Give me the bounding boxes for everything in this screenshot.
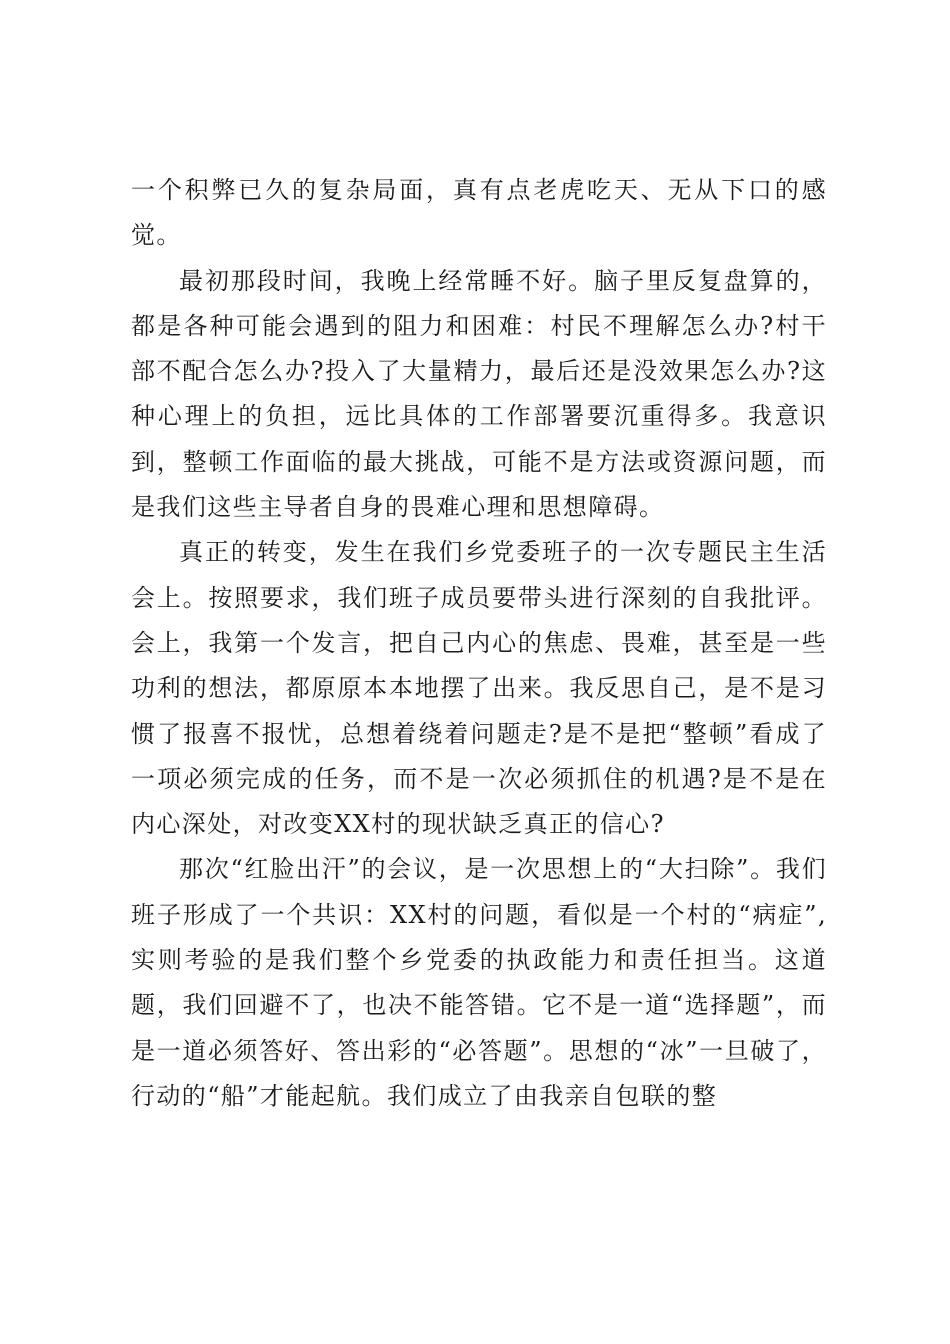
paragraph-2: 最初那段时间，我晚上经常睡不好。脑子里反复盘算的，都是各种可能会遇到的阻力和困难：村民不理解怎么办?村干部不配合怎么办?投入了大量精力，最后还是没效果怎么办?这种心理上的负担，远比具体的工作部署要沉重得多。我意识到，整顿工作面临的最大挑战，可能不是方法或资源问题，而是我们这些主导者自身的畏难心理和思想障碍。	[131, 266, 827, 522]
paragraph-4: 那次“红脸出汗”的会议，是一次思想上的“大扫除”。我们班子形成了一个共识：XX村的问题，看似是一个村的“病症”,实则考验的是我们整个乡党委的执政能力和责任担当。这道题，我们回避不了，也决不能答错。它不是一道“选择题”，而是一道必须答好、答出彩的“必答题”。思想的“冰”一旦破了，行动的“船”才能起航。我们成立了由我亲自包联的整	[131, 855, 827, 1110]
paragraph-3: 真正的转变，发生在我们乡党委班子的一次专题民主生活会上。按照要求，我们班子成员要带头进行深刻的自我批评。会上，我第一个发言，把自己内心的焦虑、畏难，甚至是一些功利的想法，都原原本本地摆了出来。我反思自己，是不是习惯了报喜不报忧，总想着绕着问题走?是不是把“整顿”看成了一项必须完成的任务，而不是一次必须抓住的机遇?是不是在内心深处，对改变XX村的现状缺乏真正的信心?	[131, 538, 827, 839]
paragraph-1: 一个积弊已久的复杂局面，真有点老虎吃天、无从下口的感觉。	[131, 176, 827, 250]
document-body	[131, 168, 827, 1119]
